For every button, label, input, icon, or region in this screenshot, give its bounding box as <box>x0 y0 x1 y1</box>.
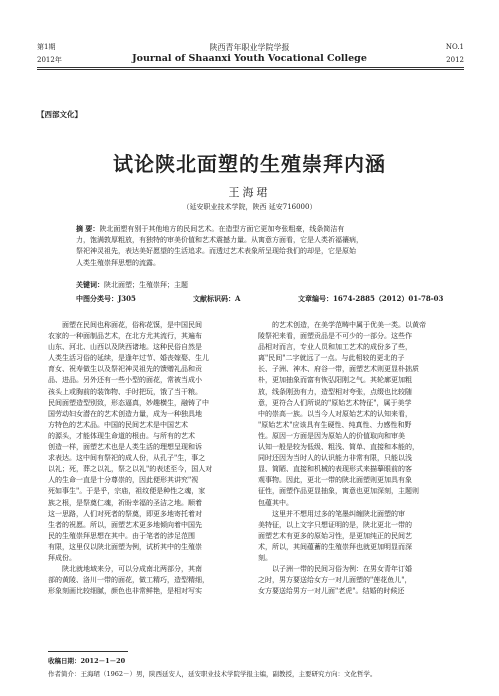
body-line: 意，更符合人们所说的"原始艺术特征"，属于美学 <box>258 398 412 407</box>
issue-number: 第1期 <box>37 43 56 51</box>
body-line: 孩头上或胸前的装饰物、手时把玩，饿了当干粮。 <box>48 387 202 396</box>
body-line: 生者的祝愿。所以，面塑艺术更多地倾向着中国先 <box>48 520 202 529</box>
body-line: 认知一般是较为低级、粗浅、简单、直接和本能的， <box>258 443 419 452</box>
body-line: 创造一样，面塑艺术也是人类生活的理想呈现和诉 <box>48 443 202 452</box>
body-line: 的源头，才能体现生命道的根由。与所有的艺术 <box>48 431 195 440</box>
header-rule <box>37 67 464 68</box>
body-line: 征性，面塑作品更显抽象，寓意也更加深刻，主题则 <box>258 487 419 496</box>
body-line: 面塑艺术有更多的原始习性，是更加纯正的民间艺 <box>258 531 412 540</box>
body-line: 女方要送给男方一对儿面"老虎"。结婚的时候还 <box>258 587 405 596</box>
abstract-label: 摘 要： <box>76 224 100 233</box>
body-left-column <box>48 320 247 597</box>
body-line: 育女、祝寿做生以及祭祀神灵祖先的馈赠礼品和贡 <box>48 365 202 374</box>
body-line: 人类生活习俗的延续，是逢年过节、婚丧嫁娶、生儿 <box>48 354 209 363</box>
body-line: 死如事生"。于是乎，宗庙，祖纹便是种性之魂，家 <box>48 487 206 496</box>
clc-number: 中图分类号：J305 <box>76 294 136 303</box>
body-line: 中的崇高一族。以当今人对原始艺术的认知来看， <box>258 409 412 418</box>
body-line: 人的生命一直是十分尊崇的，因此便形其讲究"视 <box>48 476 199 485</box>
body-line: 之时，男方要送给女方一对儿面塑的"莲花鱼儿"， <box>258 576 412 585</box>
abstract-line: 力，饱满敦厚粗放，有独特的审美价值和艺术震撼力量。从寓意方面看，它是人类祈福禳病， <box>76 236 363 245</box>
abstract-line: 祭祀神灵祖先，表达美好愿望的生活追求。而透过艺术表象所呈现给我们的却是，它是原始 <box>76 247 356 256</box>
keywords <box>76 280 188 290</box>
body-line: 品相对而言，专业人员和加工艺术的成份多了些， <box>258 343 412 352</box>
body-line: 以礼；死，葬之以礼，祭之以礼"的表述至今，国人对 <box>48 465 213 474</box>
body-line: 民的生殖崇拜思想在其中。由于笔者的涉足范围 <box>48 531 195 540</box>
body-line: 求表达。这中间有祭祀的成人份，从孔子"生，事之 <box>48 454 206 463</box>
body-line: 朴，更加抽象而富有恢弘阳刚之气。其轮廓更加粗 <box>258 376 412 385</box>
body-line: 显、简陋、直接和机械的表现形式来描摹眼前的客 <box>258 465 412 474</box>
body-line: 陵祭祀来看，面塑贡品是不可少的一部分。这些作 <box>258 332 412 341</box>
issue-year-right: 2012 <box>446 56 464 64</box>
body-line: 长、子洲、神木、府谷一带，面塑艺术则更显朴拙质 <box>258 365 419 374</box>
body-line: 离"民间"二字就远了一点。与此相较的更北的子 <box>258 354 405 363</box>
section-tag: 【西部文化】 <box>37 110 82 119</box>
body-line: 这一思路，人们对死者的祭奠，即更多地寄托着对 <box>48 509 202 518</box>
received-date: 收稿日期：2012－1－20 <box>48 657 126 665</box>
body-line: 刻。 <box>258 553 272 562</box>
body-line: 品、进品。另外还有一些小型的面花，常被当成小 <box>48 376 202 385</box>
article-title: 试论陕北面塑的生殖崇拜内涵 <box>113 152 386 176</box>
body-line: 术，所以，其间蕴蓄的生殖崇拜也就更加明显而深 <box>258 542 412 551</box>
body-line: 这里并不想用过多的笔墨纠缠陕北面塑的审 <box>272 509 405 518</box>
body-line: 以子洲一带的民间习俗为例：在男女青年订婚 <box>272 565 412 574</box>
header-rule-2 <box>37 69 464 70</box>
body-line: 族之根，是祭奠仁魂，祈盼幸福的圣洁之地。顺着 <box>48 498 202 507</box>
journal-title-en: Journal of Shaanxi Youth Vocational College <box>132 53 367 64</box>
body-line: 民间面塑造型别致，形态逼真，妙趣横生，融铸了中 <box>48 398 209 407</box>
body-line: 部的黄陵、洛川一带的面花，做工精巧，造型精细， <box>48 576 209 585</box>
body-line: "原始艺术"应该具有生硬性、纯真性、力感性和野 <box>258 420 412 429</box>
keywords-label: 关键词： <box>76 280 104 289</box>
keywords-value: 陕北面塑；生殖崇拜；主题 <box>104 281 188 289</box>
body-line: 观事物。因此，更北一带的陕北面塑则更加具有象 <box>258 476 412 485</box>
body-line: 有限，这里仅以陕北面塑为例，试析其中的生殖崇 <box>48 542 202 551</box>
journal-title-cn: 陕西青年职业学院学报 <box>209 43 290 52</box>
body-line: 方特色的艺术品。中国的民间艺术是中国艺术 <box>48 420 188 429</box>
body-line: 形象刻画比较细腻，颜色也非常鲜艳，是相对写实 <box>48 587 202 596</box>
author-affiliation: （延安职业技术学院，陕西 延安716000） <box>182 203 317 211</box>
document-code: 文献标识码：A <box>193 294 241 303</box>
body-right-column <box>258 320 457 597</box>
body-line: 包蕴其中。 <box>258 498 293 507</box>
body-line: 拜成份。 <box>48 553 76 562</box>
footnote-rule <box>48 651 128 652</box>
body-line: 国劳动妇女潜在的艺术创造力量，成为一种独具地 <box>48 409 202 418</box>
body-line: 山东、河北、山西以及陕西诸地。这种民俗自然是 <box>48 343 202 352</box>
author-bio: 作者简介：王海珺（1962－）男，陕西延安人，延安职业技术学院学报主编，副教授，主要研究方向：文化哲学。 <box>48 670 377 678</box>
issue-year: 2012年 <box>37 56 62 64</box>
abstract-line: 摘 要：陕北面塑有别于其他地方的民间艺术。在造型方面它更加夸张粗豪，线条简洁有 <box>76 224 345 233</box>
issue-no: NO.1 <box>445 43 464 51</box>
body-line: 陕北就地域来分，可以分成南北两部分，其南 <box>62 565 202 574</box>
body-line: 放，线条刚劲有力，造型相对夸张，点缀也比较随 <box>258 387 412 396</box>
body-line: 的艺术创造，在美学范畴中属于优美一类。以黄帝 <box>272 321 426 329</box>
abstract <box>76 223 446 269</box>
body-line: 农家的一种面制品艺术，在北方尤其流行，其遍布 <box>48 332 202 341</box>
article-author: 王海珺 <box>228 186 271 199</box>
body-line: 面塑在民间也称面花，俗称花馍，是中国民间 <box>62 321 202 329</box>
article-number: 文章编号：1674-2885（2012）01-78-03 <box>298 294 444 303</box>
abstract-line: 人类生殖崇拜思想的流露。 <box>76 258 160 267</box>
body-line: 美特征，以上文字只想证明的是，陕北更北一带的 <box>258 520 412 529</box>
body-line: 同时还因为当时人的认识能力非常有限，只能以浅 <box>258 454 412 463</box>
body-line: 性。原因一方面是因为原始人的价值取向和审美 <box>258 431 405 440</box>
